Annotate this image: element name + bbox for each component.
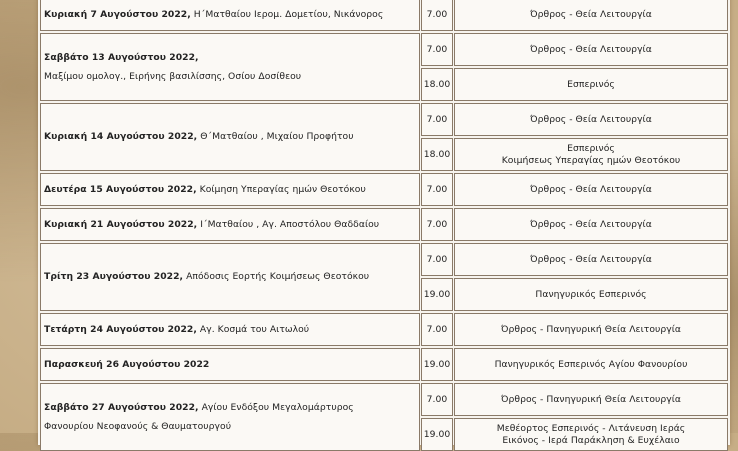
date-text (44, 9, 383, 21)
date-bold: Δευτέρα 15 Αυγούστου 2022, (44, 183, 197, 195)
schedule-row (38, 103, 730, 171)
service-description (454, 313, 728, 346)
service-time: 18.00 (423, 78, 451, 90)
date-bold: Τετάρτη 24 Αυγούστου 2022, (44, 323, 197, 335)
schedule-row (38, 208, 730, 241)
service-name: Όρθρος - Θεία Λειτουργία (530, 8, 652, 20)
date-text (44, 359, 209, 371)
date-bold: Σαββάτο 13 Αυγούστου 2022, (44, 51, 199, 63)
service-time: 7.00 (426, 253, 448, 265)
service-time: 19.00 (423, 288, 451, 300)
date-cell (44, 313, 416, 346)
service-name: Όρθρος - Θεία Λειτουργία (530, 218, 652, 230)
service-time: 7.00 (426, 323, 448, 335)
service-name: Πανηγυρικός Εσπερινός (535, 288, 647, 300)
service-description (454, 33, 728, 66)
service-description (454, 418, 728, 451)
schedule-row (38, 33, 730, 101)
service-time: 7.00 (426, 218, 448, 230)
service-name-line2: Εικόνος - Ιερά Παράκληση & Ευχέλαιο (502, 434, 680, 446)
schedule-row (38, 243, 730, 311)
date-cell (44, 33, 416, 101)
date-cell (44, 173, 416, 206)
service-description (454, 348, 728, 381)
date-text (44, 271, 369, 283)
date-description: Ι΄Ματθαίου , Αγ. Αποστόλου Θαδδαίου (197, 218, 380, 230)
date-text (44, 219, 379, 231)
date-cell (44, 103, 416, 171)
date-line (44, 402, 354, 414)
date-line (44, 184, 366, 196)
service-description (454, 243, 728, 276)
date-line (44, 271, 369, 283)
date-cell (44, 348, 416, 381)
schedule-row (38, 313, 730, 346)
date-text (44, 324, 309, 336)
service-name: Όρθρος - Πανηγυρική Θεία Λειτουργία (501, 393, 681, 405)
service-name: Εσπερινός (567, 142, 615, 154)
service-time: 7.00 (426, 113, 448, 125)
date-line (44, 219, 379, 231)
date-line (44, 359, 209, 371)
date-bold: Τρίτη 23 Αυγούστου 2022, (44, 271, 184, 282)
date-text (44, 402, 354, 433)
service-time: 7.00 (426, 8, 448, 20)
schedule-row (38, 173, 730, 206)
schedule-row (38, 0, 730, 31)
service-description (454, 68, 728, 101)
service-name: Όρθρος - Θεία Λειτουργία (530, 43, 652, 55)
date-description: Κοίμηση Υπεραγίας ημών Θεοτόκου (196, 183, 366, 195)
date-description: Απόδοσις Εορτής Κοιμήσεως Θεοτόκου (183, 271, 370, 282)
service-description (454, 0, 728, 31)
service-description (454, 173, 728, 206)
date-text (44, 184, 366, 196)
service-name: Όρθρος - Θεία Λειτουργία (530, 183, 652, 195)
date-bold: Κυριακή 21 Αυγούστου 2022, (44, 218, 198, 230)
schedule-row (38, 383, 730, 451)
service-description (454, 383, 728, 416)
date-description: Αγ. Κοσμά του Αιτωλού (196, 323, 310, 335)
service-name: Μεθέορτος Εσπερινός - Λιτάνευση Ιεράς (496, 422, 686, 434)
date-line (44, 324, 309, 336)
service-description (454, 138, 728, 171)
date-description: Η΄Ματθαίου Ιερομ. Δομετίου, Νικάνορος (190, 8, 384, 20)
service-name: Όρθρος - Θεία Λειτουργία (530, 253, 652, 265)
service-time: 18.00 (423, 148, 451, 160)
service-time: 19.00 (423, 358, 451, 370)
service-description (454, 208, 728, 241)
date-cell (44, 208, 416, 241)
date-line (44, 9, 383, 21)
date-description: Αγίου Ενδόξου Μεγαλομάρτυρος (198, 401, 354, 413)
date-description-line2: Φανουρίου Νεοφανούς & Θαυματουργού (44, 420, 232, 432)
service-name-line2: Κοιμήσεως Υπεραγίας ημών Θεοτόκου (501, 154, 681, 166)
service-name: Όρθρος - Θεία Λειτουργία (530, 113, 652, 125)
service-name: Πανηγυρικός Εσπερινός Αγίου Φανουρίου (494, 358, 688, 370)
service-time: 19.00 (423, 428, 451, 440)
date-line (44, 131, 354, 143)
service-description (454, 278, 728, 311)
date-bold: Σαββάτο 27 Αυγούστου 2022, (44, 401, 199, 413)
date-cell (44, 383, 416, 451)
service-name: Όρθρος - Πανηγυρική Θεία Λειτουργία (501, 323, 681, 335)
service-time: 7.00 (426, 183, 448, 195)
service-time: 7.00 (426, 393, 448, 405)
date-bold: Κυριακή 7 Αυγούστου 2022, (44, 8, 191, 20)
schedule-sheet (38, 0, 730, 445)
schedule-row (38, 348, 730, 381)
service-time: 7.00 (426, 43, 448, 55)
date-bold: Παρασκευή 26 Αυγούστου 2022 (44, 358, 210, 370)
date-description-line2: Μαξίμου ομολογ., Ειρήνης βασιλίσσης, Οσίου Δοσίθεου (44, 70, 302, 82)
date-line (44, 52, 301, 64)
date-cell (44, 243, 416, 311)
date-cell (44, 0, 416, 31)
date-text (44, 52, 301, 83)
service-description (454, 103, 728, 136)
date-text (44, 131, 354, 143)
service-name: Εσπερινός (567, 78, 615, 90)
date-bold: Κυριακή 14 Αυγούστου 2022, (44, 131, 198, 142)
date-description: Θ΄Ματθαίου , Μιχαίου Προφήτου (197, 131, 354, 142)
